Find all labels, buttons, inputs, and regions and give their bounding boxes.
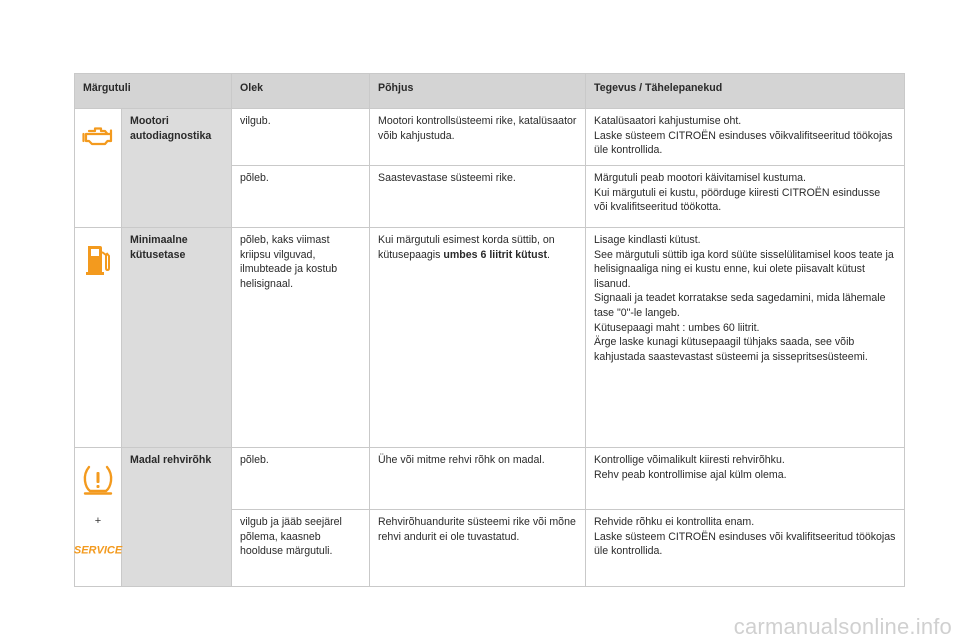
- header-margutuli: Märgutuli: [75, 74, 232, 109]
- tyre-pressure-warning-icon: [81, 464, 115, 496]
- engine-action-1: Katalüsaatori kahjustumise oht. Laske süsteem CITROËN esinduses võikvalifitseeritud töökojas üle kontrollida.: [586, 109, 905, 166]
- engine-action-2: Märgutuli peab mootori käivitamisel kustuma. Kui märgutuli ei kustu, pöörduge kiiresti CITROËN esindusse või kvalifitseeritud töökotta.: [586, 166, 905, 228]
- watermark: carmanualsonline.info: [733, 614, 952, 639]
- engine-state-1: vilgub.: [232, 109, 370, 166]
- engine-cause-1: Mootori kontrollsüsteemi rike, katalüsaator võib kahjustuda.: [370, 109, 586, 166]
- tyre-cause-1: Ühe või mitme rehvi rõhk on madal.: [370, 448, 586, 510]
- table-row: [75, 109, 905, 166]
- svg-text:SERVICE: SERVICE: [73, 544, 123, 557]
- tyre-action-1: Kontrollige võimalikult kiiresti rehvirõhku. Rehv peab kontrollimise ajal külm olema.: [586, 448, 905, 510]
- fuel-action: Lisage kindlasti kütust. See märgutuli süttib iga kord süüte sisselülitamisel koos teate ja helisignaaliga ning ei kustu enne, kui olete piisavalt kütust lisanud. Signaali ja teadet korratakse seda sagedamini, mida lähemale tase "0"-le langeb. Kütusepaagi maht : umbes 60 liitrit. Ärge laske kunagi kütusepaagil tühjaks saada, see võib kahjustada saastevastast süsteemi ja sissepritsesüsteemi.: [586, 228, 905, 448]
- tyre-cause-2: Rehvirõhuandurite süsteemi rike või mõne rehvi andurit ei ole tuvastatud.: [370, 510, 586, 587]
- warning-lights-table: [74, 73, 905, 587]
- engine-name: Mootori autodiagnostika: [122, 109, 232, 228]
- plus-sign: +: [94, 515, 102, 527]
- service-icon: [73, 543, 123, 557]
- engine-icon-cell: [75, 109, 122, 228]
- fuel-state: põleb, kaks viimast kriipsu vilguvad, ilmubteade ja kostub helisignaal.: [232, 228, 370, 448]
- table-header-row: [75, 74, 905, 109]
- header-pohjus: Põhjus: [370, 74, 586, 109]
- engine-state-2: põleb.: [232, 166, 370, 228]
- table-row: [75, 228, 905, 448]
- engine-cause-2: Saastevastase süsteemi rike.: [370, 166, 586, 228]
- tyre-state-1: põleb.: [232, 448, 370, 510]
- engine-check-icon: [82, 125, 114, 147]
- header-tegevus: Tegevus / Tähelepanekud: [586, 74, 905, 109]
- tyre-action-2: Rehvide rõhku ei kontrollita enam. Laske süsteem CITROËN esinduses või kvalifitseeritud töökojas üle kontrollida.: [586, 510, 905, 587]
- fuel-name: Minimaalne kütusetase: [122, 228, 232, 448]
- fuel-icon-cell: [75, 228, 122, 448]
- tyre-name: Madal rehvirõhk: [122, 448, 232, 587]
- header-olek: Olek: [232, 74, 370, 109]
- tyre-state-2: vilgub ja jääb seejärel põlema, kaasneb hoolduse märgutuli.: [232, 510, 370, 587]
- table-row: [75, 448, 905, 510]
- fuel-cause: Kui märgutuli esimest korda süttib, on kütusepaagis umbes 6 liitrit kütust.: [370, 228, 586, 448]
- fuel-pump-icon: [85, 244, 111, 276]
- tyre-icon-cell: [75, 448, 122, 587]
